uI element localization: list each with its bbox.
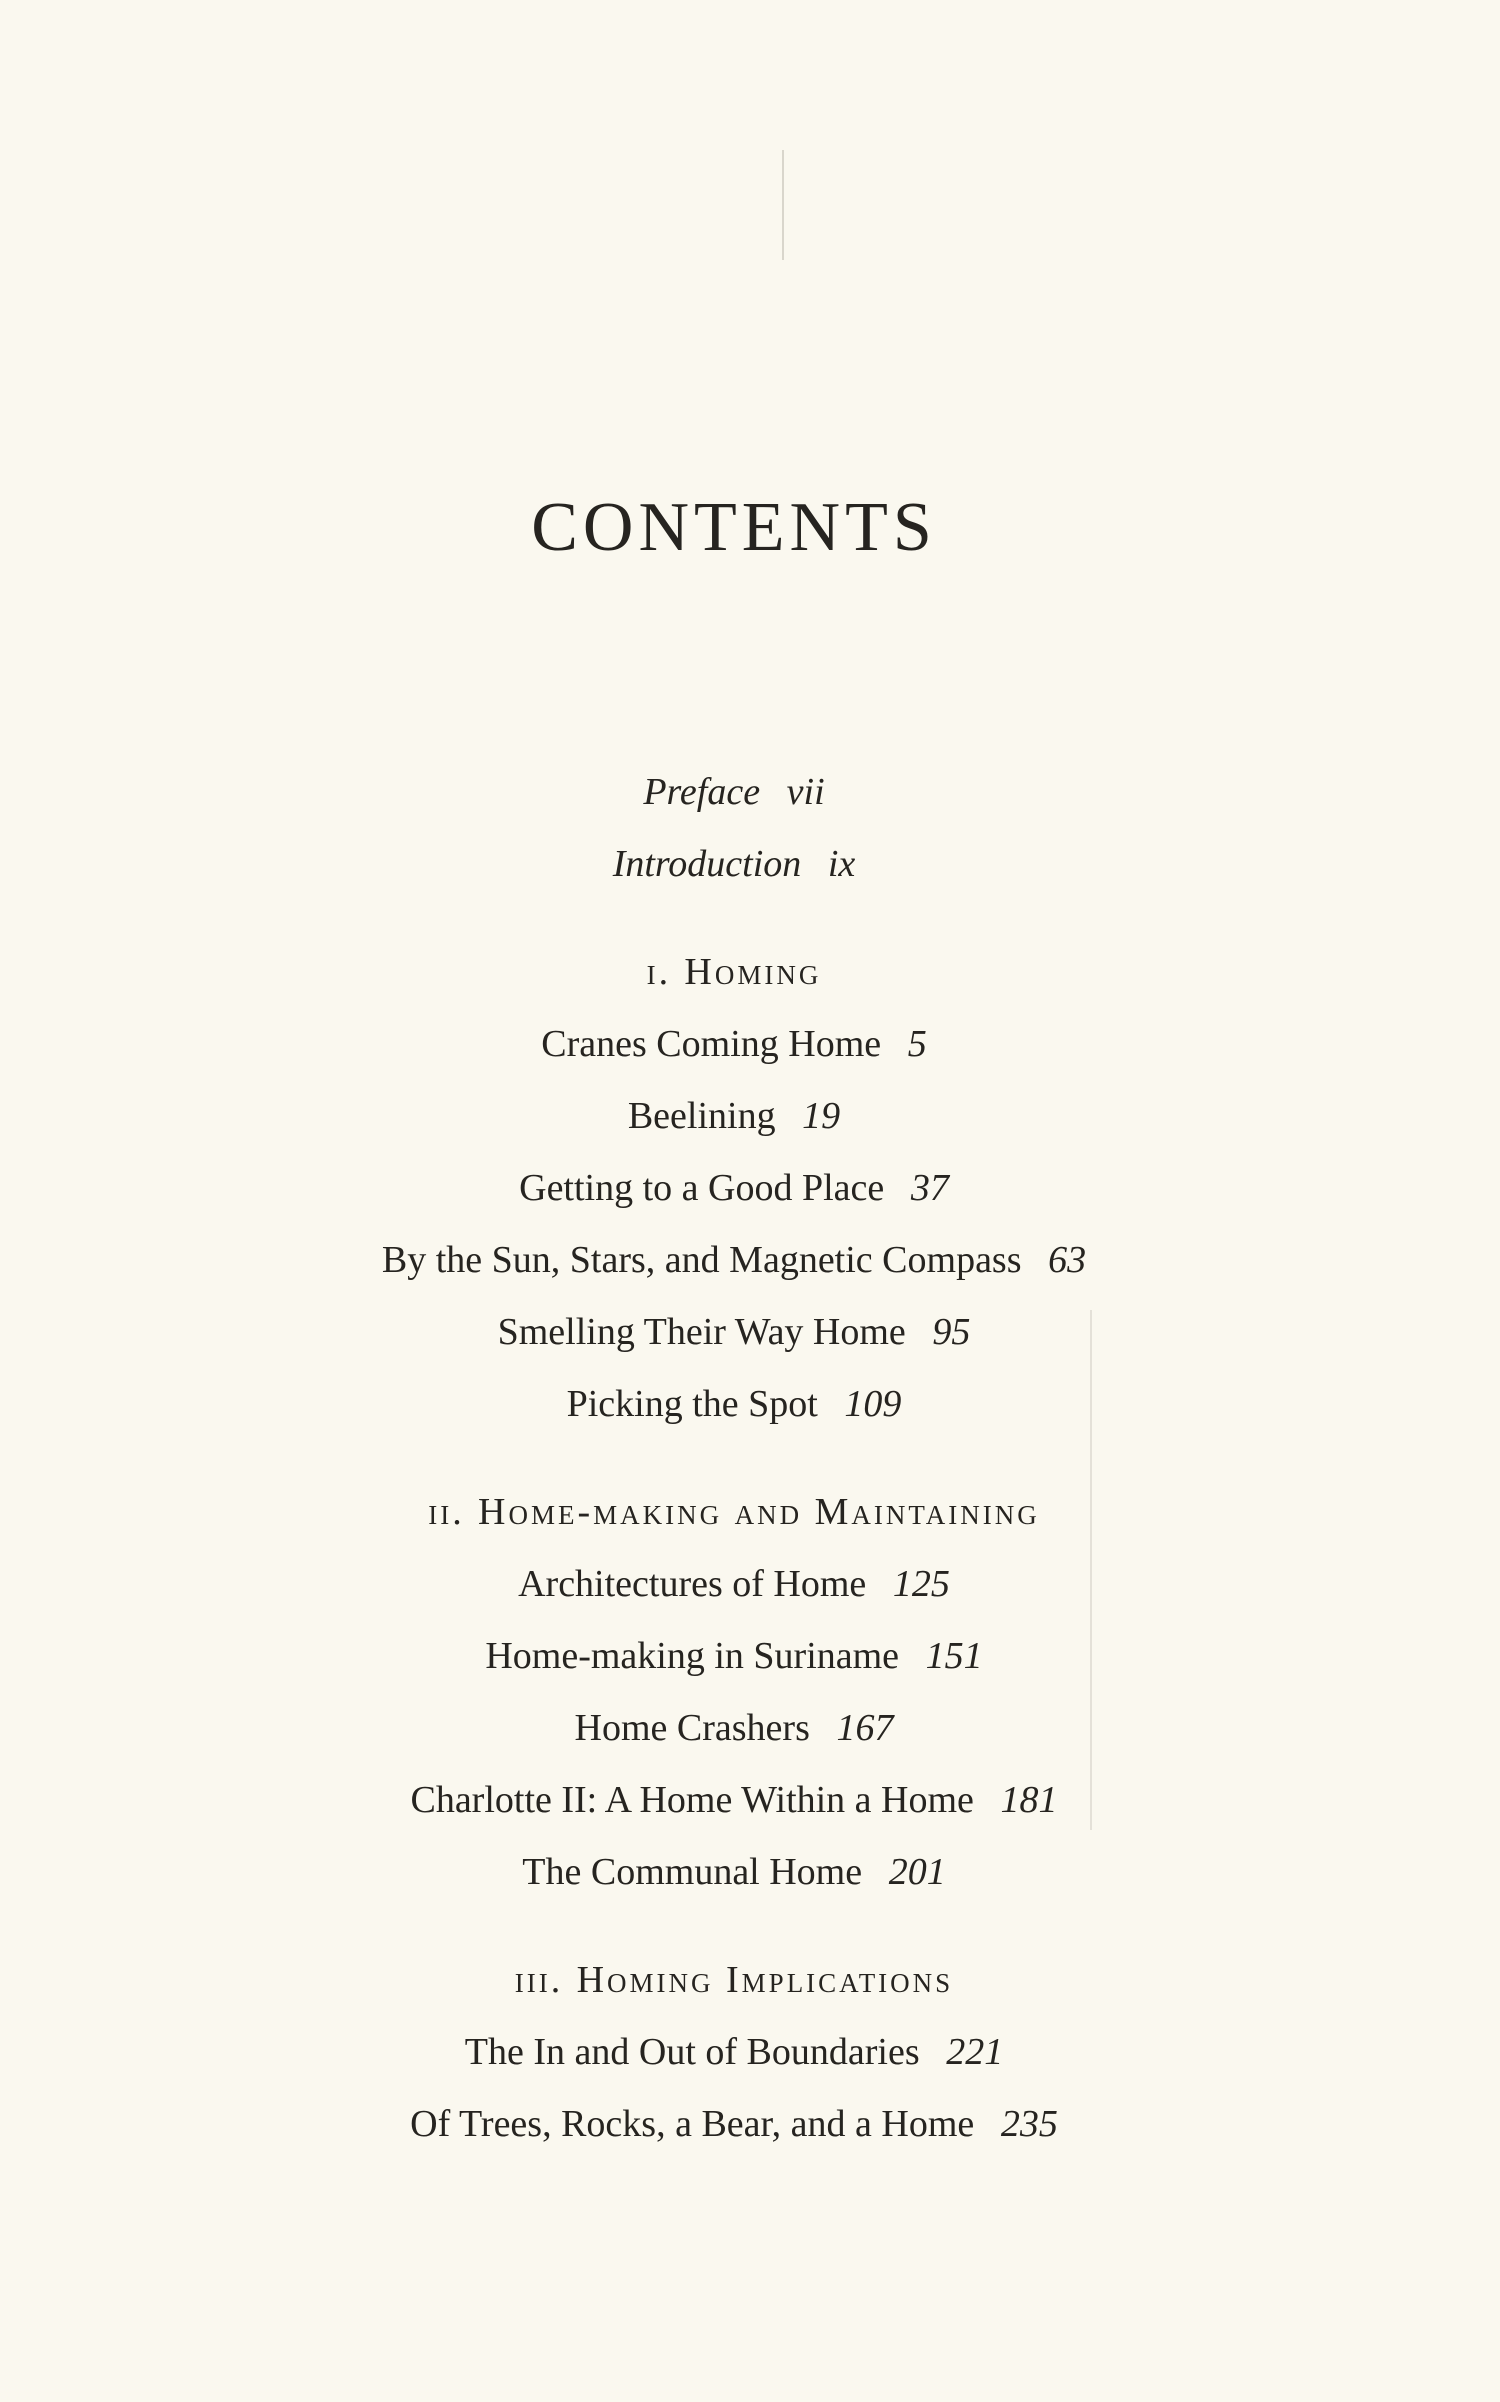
toc-entry-title: Preface <box>643 771 761 813</box>
toc-part-heading <box>0 948 1468 996</box>
part-title: Homing Implications <box>576 1959 954 2001</box>
toc-entry-preface[interactable] <box>0 768 1468 816</box>
toc-entry[interactable] <box>0 1020 1468 1068</box>
toc-entry-title: Home Crashers <box>574 1707 810 1749</box>
toc-page-number: 201 <box>888 1851 946 1893</box>
toc-page-number: 151 <box>925 1635 983 1677</box>
scan-mark <box>782 150 784 260</box>
toc-entry-title: The Communal Home <box>522 1851 863 1893</box>
toc-entry[interactable] <box>0 2028 1468 2076</box>
toc-entry[interactable] <box>0 1632 1468 1680</box>
toc-entry[interactable] <box>0 2100 1468 2148</box>
toc-entry[interactable] <box>0 1092 1468 1140</box>
part-title: Home-making and Maintaining <box>478 1491 1040 1533</box>
toc-part-heading <box>0 1956 1468 2004</box>
toc-entry-title: Architectures of Home <box>518 1563 867 1605</box>
toc-entry[interactable] <box>0 1776 1468 1824</box>
toc-page-number: 181 <box>1000 1779 1058 1821</box>
toc-page-number: 235 <box>1000 2103 1058 2145</box>
toc-entry[interactable] <box>0 1236 1468 1284</box>
toc-entry-title: Getting to a Good Place <box>519 1167 885 1209</box>
toc-entry-title: Picking the Spot <box>566 1383 818 1425</box>
toc-page-number: 19 <box>802 1095 841 1137</box>
toc-page-number: 109 <box>844 1383 902 1425</box>
toc-page-number: 221 <box>946 2031 1004 2073</box>
part-numeral: iii. <box>514 1959 564 2001</box>
toc-entry-introduction[interactable] <box>0 840 1468 888</box>
toc-part-heading <box>0 1488 1468 1536</box>
toc-entry[interactable] <box>0 1380 1468 1428</box>
toc-page-number: 167 <box>836 1707 894 1749</box>
toc-entry-title: Smelling Their Way Home <box>497 1311 906 1353</box>
toc-entry-title: Of Trees, Rocks, a Bear, and a Home <box>410 2103 975 2145</box>
toc-page-number: 63 <box>1048 1239 1087 1281</box>
toc-entry[interactable] <box>0 1164 1468 1212</box>
toc-entry-title: The In and Out of Boundaries <box>464 2031 920 2073</box>
part-numeral: i. <box>646 951 672 993</box>
toc-entry-title: Charlotte II: A Home Within a Home <box>410 1779 974 1821</box>
toc-entry[interactable] <box>0 1704 1468 1752</box>
toc-entry[interactable] <box>0 1560 1468 1608</box>
toc-entry-title: Home-making in Suriname <box>485 1635 900 1677</box>
toc-entry-title: Introduction <box>612 843 802 885</box>
toc-page-number: vii <box>786 771 825 813</box>
toc-entry-title: By the Sun, Stars, and Magnetic Compass <box>381 1239 1022 1281</box>
toc-page-number: 37 <box>910 1167 949 1209</box>
part-numeral: ii. <box>428 1491 465 1533</box>
part-title: Homing <box>684 951 822 993</box>
toc-entry[interactable] <box>0 1848 1468 1896</box>
toc-page-number: ix <box>827 843 856 885</box>
toc-page-number: 5 <box>907 1023 927 1065</box>
toc-entry[interactable] <box>0 1308 1468 1356</box>
page-title: CONTENTS <box>531 489 937 566</box>
toc-entry-title: Cranes Coming Home <box>541 1023 882 1065</box>
toc-page-number: 125 <box>892 1563 950 1605</box>
toc-entry-title: Beelining <box>627 1095 776 1137</box>
toc-page-number: 95 <box>932 1311 971 1353</box>
